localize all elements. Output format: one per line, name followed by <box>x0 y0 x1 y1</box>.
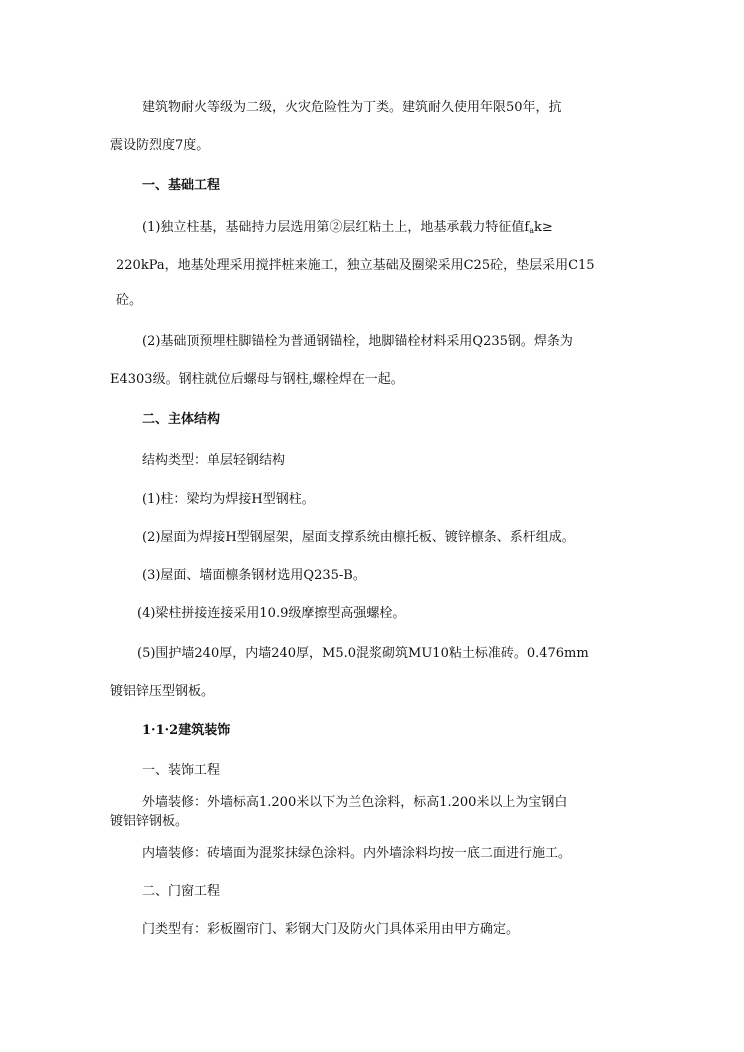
paragraph-fire-rating-cont: 震设防烈度7度。 <box>110 138 210 153</box>
subheading-decoration-works: 一、装饰工程 <box>142 763 221 778</box>
paragraph-structure-3: (3)屋面、墙面檩条钢材选用Q235-B。 <box>142 568 366 583</box>
subheading-doors-windows: 二、门窗工程 <box>142 884 221 899</box>
section-heading-structure: 二、主体结构 <box>142 412 221 427</box>
paragraph-foundation-1: (1)独立柱基，基础持力层选用第②层红粘土上，地基承载力特征值$f_ak\ge$ <box>142 220 553 235</box>
paragraph-foundation-2-cont: E4303级。钢柱就位后螺母与钢柱,螺栓焊在一起。 <box>110 372 404 387</box>
paragraph-foundation-1-cont: 220kPa，地基处理采用搅拌桩来施工，独立基础及圈梁采用C25砼，垫层采用C15 <box>116 258 595 273</box>
paragraph-door-types: 门类型有：彩板圈帘门、彩钢大门及防火门具体采用由甲方确定。 <box>142 922 520 937</box>
paragraph-foundation-1-end: 砼。 <box>116 293 143 308</box>
paragraph-interior-finish: 内墙装修：砖墙面为混浆抹绿色涂料。内外墙涂料均按一底二面进行施工。 <box>142 846 572 861</box>
paragraph-fire-rating: 建筑物耐火等级为二级，火灾危险性为丁类。建筑耐久使用年限50年，抗 <box>142 100 562 115</box>
paragraph-structure-5: (5)围护墙240厚，内墙240厚，M5.0混浆砌筑MU10粘土标准砖。0.476mm <box>137 646 589 661</box>
paragraph-exterior-finish-cont: 镀铝锌钢板。 <box>110 814 189 829</box>
paragraph-structure-4: (4)梁柱拼接连接采用10.9级摩擦型高强螺栓。 <box>137 606 406 621</box>
paragraph-exterior-finish: 外墙装修：外墙标高1.200米以下为兰色涂料，标高1.200米以上为宝钢白 <box>142 795 568 810</box>
section-heading-decoration: 1·1·2建筑装饰 <box>142 723 231 738</box>
paragraph-structure-type: 结构类型：单层轻钢结构 <box>142 453 286 468</box>
section-heading-foundation: 一、基础工程 <box>142 178 221 193</box>
paragraph-structure-2: (2)屋面为焊接H型钢屋架，屋面支撑系统由檩托板、镀锌檩条、系杆组成。 <box>142 530 575 545</box>
paragraph-structure-1: (1)柱：梁均为焊接H型钢柱。 <box>142 492 315 507</box>
paragraph-foundation-2: (2)基础顶预埋柱脚锚栓为普通钢锚栓，地脚锚栓材料采用Q235钢。焊条为 <box>142 334 573 349</box>
paragraph-structure-5-cont: 镀铝锌压型钢板。 <box>110 684 215 699</box>
